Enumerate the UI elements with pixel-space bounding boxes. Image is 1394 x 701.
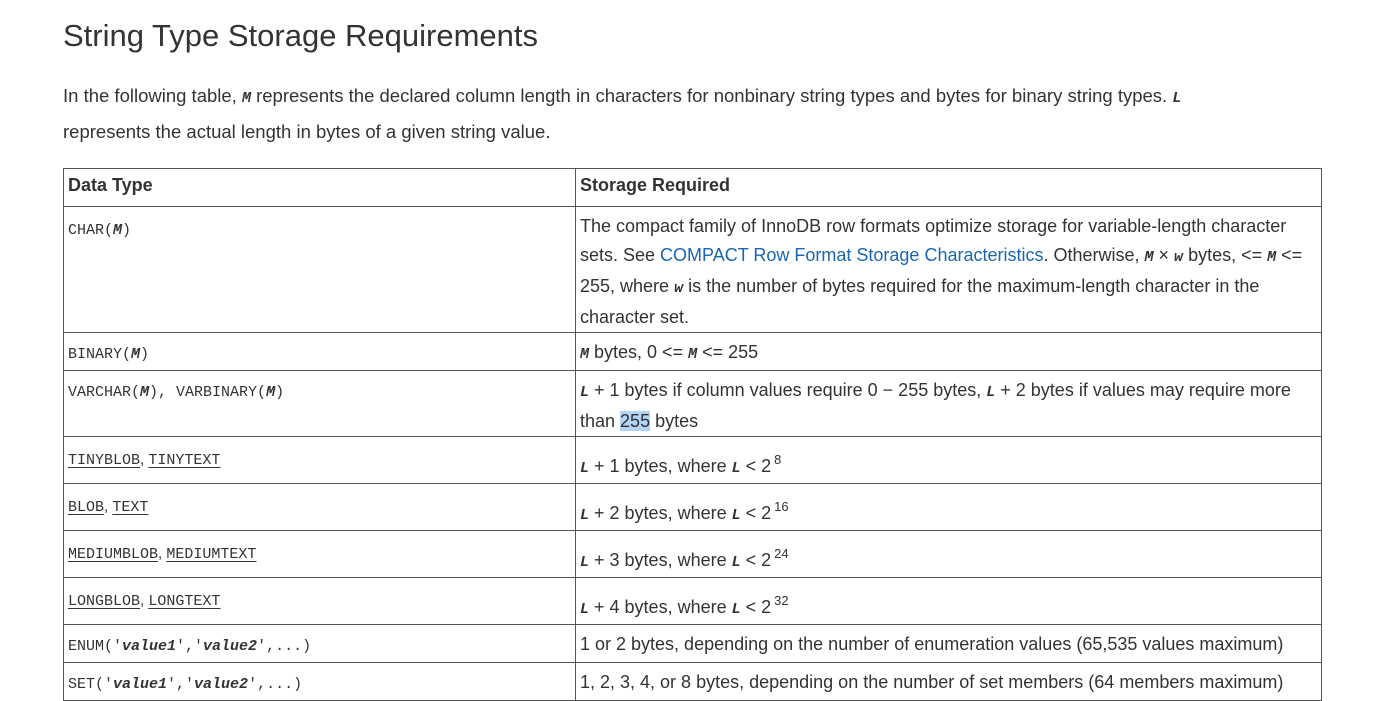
cell-storage (576, 371, 1322, 437)
m-symbol: M (1144, 249, 1154, 266)
storage-text: <= 255 (697, 342, 759, 362)
blob-link[interactable]: BLOB (68, 499, 105, 516)
type-code (68, 384, 284, 401)
type-code (68, 499, 148, 516)
table-row (64, 207, 1322, 333)
type-code (68, 676, 302, 693)
storage-text: bytes, <= (1183, 245, 1268, 265)
storage-text: < 2 (740, 456, 772, 476)
l-symbol: L (986, 384, 996, 401)
cell-storage (576, 578, 1322, 625)
type-text: CHAR( (68, 222, 114, 239)
cell-data-type (64, 207, 576, 333)
cell-storage: 1 or 2 bytes, depending on the number of enumeration values (65,535 values maximum) (576, 625, 1322, 663)
type-arg: value1 (113, 676, 168, 693)
type-text: ) (275, 384, 285, 401)
intro-text-3: represents the actual length in bytes of a given string value. (63, 121, 551, 142)
intro-text-2: represents the declared column length in characters for nonbinary string types and bytes for binary string types. (250, 85, 1173, 106)
cell-storage (576, 207, 1322, 333)
storage-text: is the number of bytes required for the maximum-length character in the character set. (580, 276, 1260, 327)
type-code (68, 546, 256, 563)
type-arg: value2 (203, 638, 258, 655)
table-row (64, 371, 1322, 437)
exponent: 24 (774, 546, 789, 561)
storage-text: + 1 bytes, where (589, 456, 732, 476)
storage-text: < 2 (740, 550, 772, 570)
type-arg: M (140, 384, 150, 401)
type-text: ) (140, 346, 150, 363)
w-symbol: w (674, 280, 684, 297)
storage-text: + 2 bytes if values may require more than (580, 380, 1291, 431)
type-arg: M (131, 346, 141, 363)
exponent: 16 (774, 499, 789, 514)
cell-data-type (64, 625, 576, 663)
exponent: 8 (774, 452, 782, 467)
w-symbol: w (1174, 249, 1184, 266)
storage-text: . Otherwise, (1043, 245, 1145, 265)
table-row (64, 531, 1322, 578)
storage-text: + 3 bytes, where (589, 550, 732, 570)
storage-text: < 2 (740, 597, 772, 617)
type-text: SET(' (68, 676, 114, 693)
l-symbol: L (731, 554, 741, 571)
longtext-link[interactable]: LONGTEXT (148, 593, 221, 610)
l-symbol: L (731, 601, 741, 618)
times-sign: × (1153, 245, 1175, 265)
storage-text: bytes (650, 411, 699, 431)
type-separator: , (140, 592, 149, 609)
type-code (68, 638, 311, 655)
table-header-row (64, 169, 1322, 207)
type-code (68, 222, 131, 239)
type-separator: , (104, 498, 113, 515)
l-symbol: L (731, 460, 741, 477)
type-arg: M (266, 384, 276, 401)
type-text: ), VARBINARY( (149, 384, 267, 401)
header-storage-required: Storage Required (576, 169, 1322, 207)
storage-text: + 2 bytes, where (589, 503, 732, 523)
type-arg: value2 (194, 676, 249, 693)
table-row (64, 663, 1322, 701)
storage-text: <= 255, where (580, 245, 1303, 296)
mediumtext-link[interactable]: MEDIUMTEXT (166, 546, 257, 563)
l-symbol: L (1172, 90, 1182, 107)
cell-storage (576, 437, 1322, 484)
cell-data-type (64, 333, 576, 371)
table-row (64, 578, 1322, 625)
l-symbol: L (731, 507, 741, 524)
l-symbol: L (580, 507, 590, 524)
longblob-link[interactable]: LONGBLOB (68, 593, 141, 610)
storage-text: < 2 (740, 503, 772, 523)
type-text: ',' (167, 676, 195, 693)
storage-text: bytes, 0 <= (589, 342, 689, 362)
cell-storage: 1, 2, 3, 4, or 8 bytes, depending on the number of set members (64 members maximum) (576, 663, 1322, 701)
cell-data-type (64, 437, 576, 484)
text-link[interactable]: TEXT (112, 499, 149, 516)
table-row (64, 333, 1322, 371)
type-separator: , (158, 545, 167, 562)
l-symbol: L (580, 554, 590, 571)
table-row (64, 484, 1322, 531)
type-code (68, 452, 220, 469)
m-symbol: M (688, 346, 698, 363)
compact-row-format-link[interactable]: COMPACT Row Format Storage Characteristics (660, 245, 1044, 265)
storage-text: The compact family of InnoDB row formats optimize storage for variable-length character sets. See (580, 216, 1287, 265)
type-text: ',' (176, 638, 204, 655)
type-separator: , (140, 451, 149, 468)
type-text: ',...) (257, 638, 312, 655)
type-text: ) (122, 222, 132, 239)
cell-data-type (64, 484, 576, 531)
cell-data-type (64, 578, 576, 625)
cell-data-type (64, 371, 576, 437)
intro-paragraph (63, 79, 1322, 148)
l-symbol: L (580, 601, 590, 618)
tinyblob-link[interactable]: TINYBLOB (68, 452, 141, 469)
m-symbol: M (1267, 249, 1277, 266)
type-text: ',...) (248, 676, 303, 693)
type-arg: M (113, 222, 123, 239)
table-row (64, 625, 1322, 663)
cell-storage (576, 333, 1322, 371)
intro-text-1: In the following table, (63, 85, 242, 106)
storage-text: + 4 bytes, where (589, 597, 732, 617)
type-text: ENUM(' (68, 638, 123, 655)
storage-table (63, 168, 1322, 701)
type-code (68, 593, 220, 610)
exponent: 32 (774, 593, 789, 608)
cell-storage (576, 531, 1322, 578)
type-text: VARCHAR( (68, 384, 141, 401)
table-row (64, 437, 1322, 484)
page-heading: String Type Storage Requirements (63, 18, 539, 53)
cell-data-type (64, 531, 576, 578)
header-data-type: Data Type (64, 169, 576, 207)
mediumblob-link[interactable]: MEDIUMBLOB (68, 546, 159, 563)
tinytext-link[interactable]: TINYTEXT (148, 452, 221, 469)
selected-text: 255 (620, 411, 651, 431)
m-symbol: M (241, 90, 251, 107)
l-symbol: L (580, 460, 590, 477)
l-symbol: L (580, 384, 590, 401)
type-code (68, 346, 149, 363)
cell-data-type (64, 663, 576, 701)
content (63, 0, 1322, 693)
cell-storage (576, 484, 1322, 531)
type-arg: value1 (122, 638, 177, 655)
storage-text: + 1 bytes if column values require 0 − 255 bytes, (589, 380, 987, 400)
type-text: BINARY( (68, 346, 132, 363)
m-symbol: M (580, 346, 590, 363)
